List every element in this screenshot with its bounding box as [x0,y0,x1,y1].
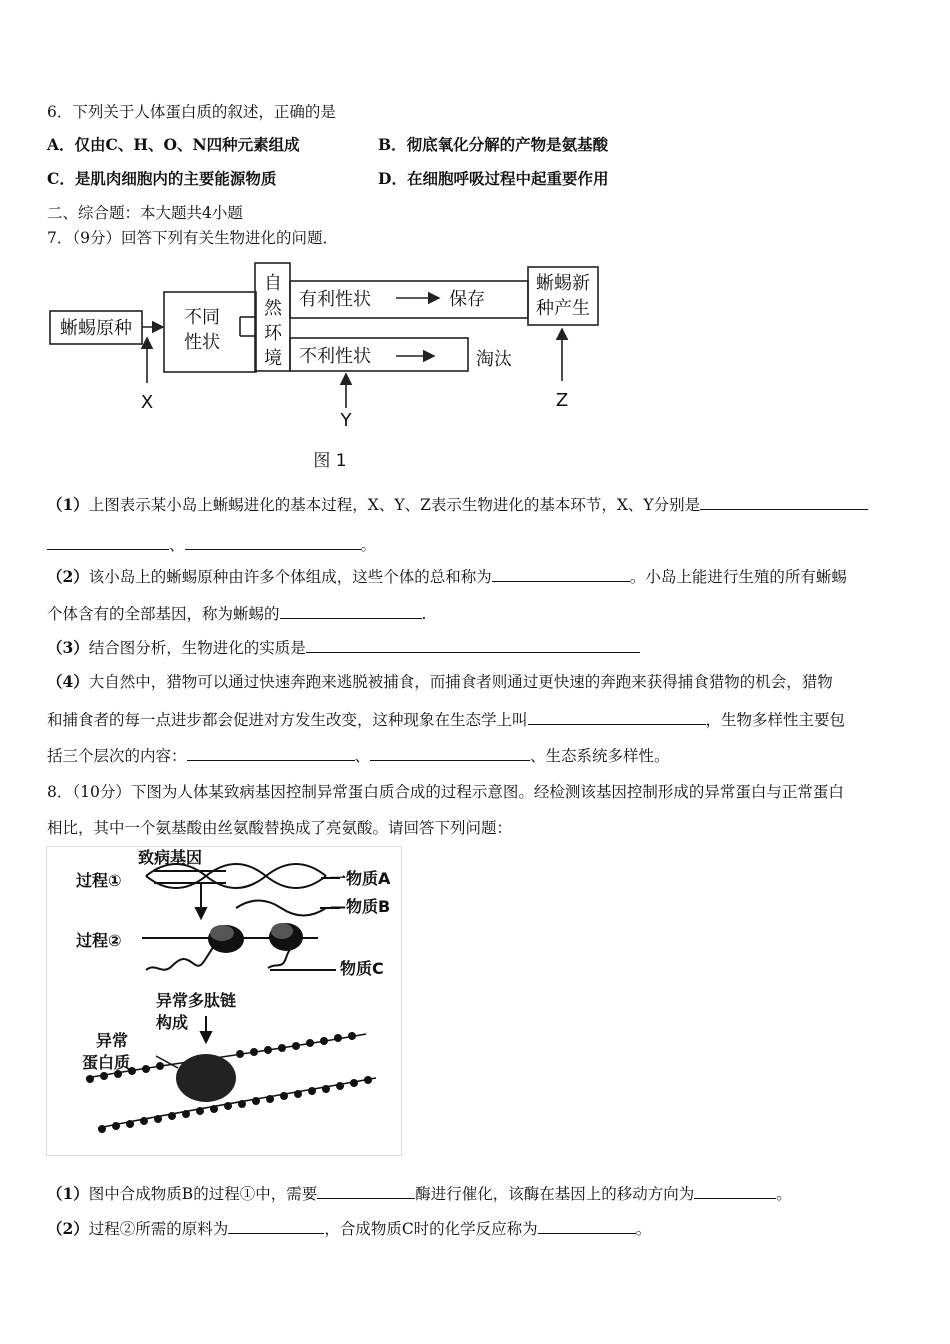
q7-p4-sep: 、 [354,747,371,765]
q6-option-c [47,168,276,190]
q8-p1-blank-1[interactable] [317,1183,415,1199]
q7-p4-text-2: 和捕食者的每一点进步都会促进对方发生改变，这种现象在生态学上叫 [47,711,528,729]
unfavorable-label: 不利性状 [299,346,371,367]
substance-c-label: 物质C [340,959,384,978]
q8-p2-num: （2） [47,1219,89,1238]
q7-p4-text-5: 、生态系统多样性。 [530,747,670,765]
q6-option-c-text: 是肌肉细胞内的主要能源物质 [74,169,277,188]
q7-part3 [47,637,640,659]
process2-label: 过程② [76,931,122,950]
q7-p2-text: 该小岛上的蜥蜴原种由许多个体组成，这些个体的总和称为 [88,568,492,586]
q7-part1-line2 [47,534,376,556]
q7-p4-text-4: 括三个层次的内容： [47,747,187,765]
label-y: Y [340,410,352,431]
new-species-label-2: 种产生 [536,298,590,319]
env-char-4: 境 [264,348,282,369]
q8-p1-blank-2[interactable] [694,1183,776,1199]
abnormal-protein [176,1054,236,1102]
q8-part1 [47,1183,792,1205]
q7-part2-line1 [47,566,847,588]
q7-p1-sep: 、 [169,536,185,554]
eliminate-label: 淘汰 [476,349,512,370]
q7-p2-blank-2[interactable] [280,603,422,619]
q7-p2-end: . [421,605,427,623]
q7-p3-num: （3） [47,638,89,657]
q8-p1-text-2: 酶进行催化，该酶在基因上的移动方向为 [415,1185,695,1203]
q6-option-a [47,134,300,156]
q7-p4-blank-3[interactable] [370,745,530,761]
q7-p1-end: 。 [360,536,377,554]
q7-p1-num: （1） [47,495,89,514]
q8-p1-num: （1） [47,1184,89,1203]
env-char-1: 自 [264,273,282,294]
q7-part4-line1 [47,671,833,693]
q7-p1-text: 上图表示某小岛上蜥蜴进化的基本过程，X、Y、Z表示生物进化的基本环节，X、Y分别是 [88,496,701,514]
q7-p2-num: （2） [47,567,89,586]
q7-p3-text: 结合图分析，生物进化的实质是 [88,639,306,657]
protein-label-2: 蛋白质 [82,1053,131,1072]
q8-p1-text: 图中合成物质B的过程①中，需要 [88,1185,318,1203]
q7-part2-line2 [47,603,426,625]
original-species-label: 蜥蜴原种 [60,318,132,339]
q7-part1-line1 [47,494,868,516]
substance-b-label: —物质B [330,897,391,916]
q7-part4-line3 [47,745,670,767]
q7-stem: 7．（9分）回答下列有关生物进化的问题． [47,229,338,247]
q8-p2-blank-2[interactable] [538,1218,636,1234]
q6-option-b [378,134,608,156]
q7-p2-text-2: 。小岛上能进行生殖的所有蜥蜴 [629,568,847,586]
q7-p4-text-3: ，生物多样性主要包 [705,711,846,729]
q8-p1-end: 。 [776,1185,792,1203]
gene-label: 致病基因 [138,848,203,867]
q7-p4-text: 大自然中，猎物可以通过快速奔跑来逃脱被捕食，而捕食者则通过更快速的奔跑来获得捕食猎物的机会，猎物 [88,673,833,691]
q8-stem-line1: 8．（10分）下图为人体某致病基因控制异常蛋白质合成的过程示意图。经检测该基因控制形成的异常蛋白与正常蛋白 [47,783,844,801]
q7-p4-blank-2[interactable] [187,745,355,761]
new-species-label-1: 蜥蜴新 [536,273,590,294]
q6-option-c-letter: C． [47,169,75,188]
q6-option-d-text: 在细胞呼吸过程中起重要作用 [406,169,609,188]
q8-p2-end: 。 [635,1220,652,1238]
q8-p2-text: 过程②所需的原料为 [88,1220,229,1238]
label-x: X [140,392,154,413]
q6-option-d [378,168,608,190]
q6-option-a-text: 仅由C、H、O、N四种元素组成 [74,135,300,154]
figure-caption: 图 1 [313,451,347,471]
q7-p1-blank-2[interactable] [47,534,169,550]
q8-stem-line2: 相比，其中一个氨基酸由丝氨酸替换成了亮氨酸。请回答下列问题： [47,819,513,837]
q6-option-b-text: 彻底氧化分解的产物是氨基酸 [406,135,609,154]
q7-p2-text-3: 个体含有的全部基因，称为蜥蜴的 [47,605,280,623]
q8-part2 [47,1218,651,1240]
traits-label-2: 性状 [184,332,220,353]
q6-option-a-letter: A． [47,135,75,154]
q7-p1-blank-1[interactable] [700,494,868,510]
protein-label-1: 异常 [96,1031,129,1050]
env-char-2: 然 [264,298,282,319]
keep-label: 保存 [449,289,485,310]
q8-figure [46,846,402,1156]
q7-figure [44,258,624,473]
q6-stem: 6．下列关于人体蛋白质的叙述，正确的是 [47,103,336,121]
q7-p4-num: （4） [47,672,89,691]
q6-option-d-letter: D． [378,169,407,188]
q7-p2-blank-1[interactable] [492,566,630,582]
q7-p1-blank-3[interactable] [185,534,361,550]
env-char-3: 环 [264,323,282,344]
chain-label-2: 构成 [156,1013,189,1032]
q7-part4-line2 [47,709,845,731]
section-title: 二、综合题：本大题共4小题 [47,204,243,222]
q7-p3-blank[interactable] [306,637,640,653]
label-z: Z [555,390,569,411]
q8-p2-text-2: ，合成物质C时的化学反应称为 [324,1220,538,1238]
q7-p4-blank-1[interactable] [528,709,706,725]
traits-label-1: 不同 [184,307,220,328]
favorable-label: 有利性状 [299,289,371,310]
q8-p2-blank-1[interactable] [228,1218,324,1234]
process1-label: 过程① [76,871,122,890]
substance-a-label: 一物质A [330,869,391,888]
chain-label-1: 异常多肽链 [156,991,237,1010]
q6-option-b-letter: B． [378,135,407,154]
